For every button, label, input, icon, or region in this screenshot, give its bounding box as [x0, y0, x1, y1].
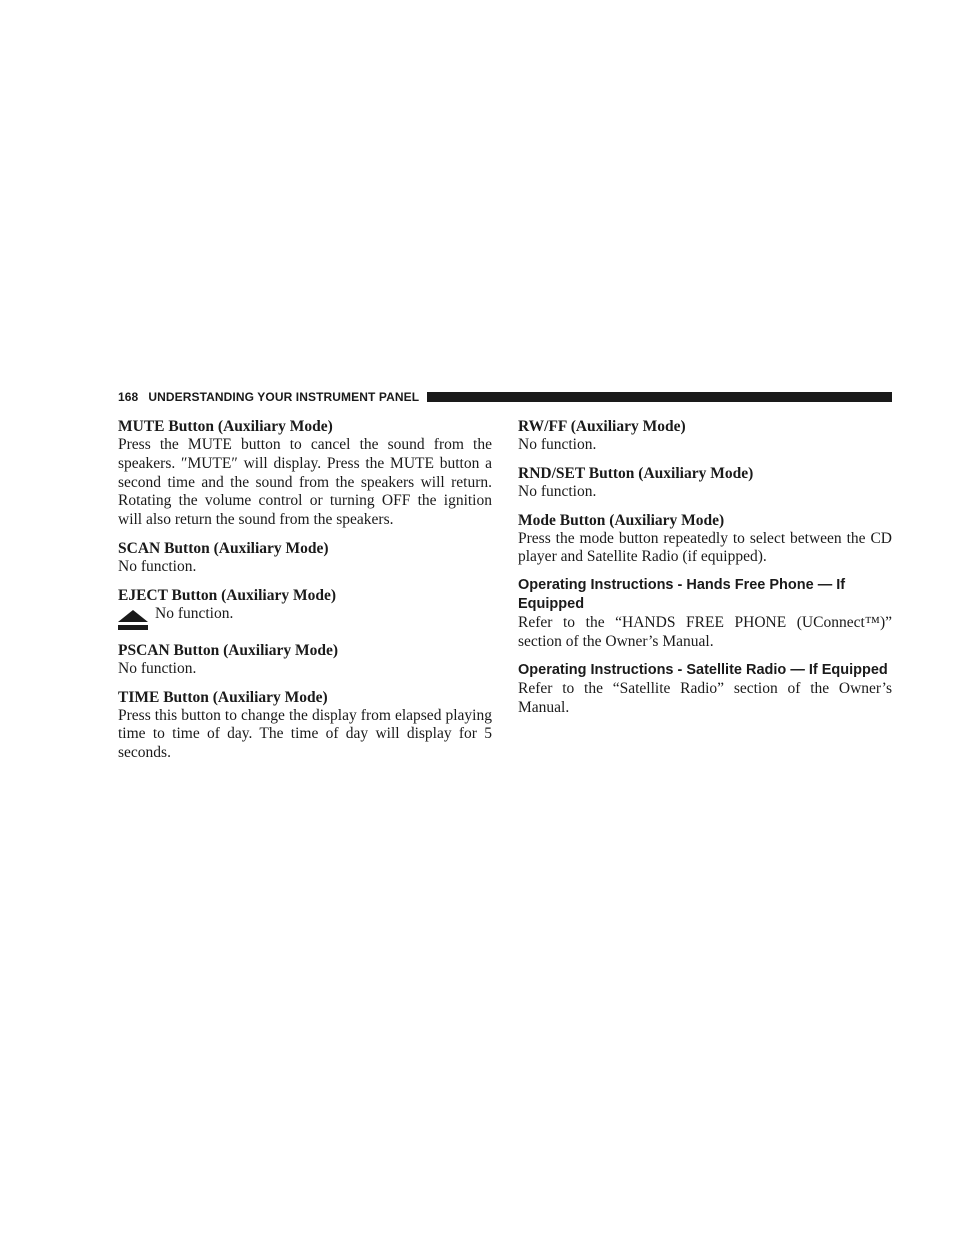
section-body: Refer to the “Satellite Radio” section of the Owner’s Manual. [518, 679, 892, 716]
eject-row [118, 605, 492, 632]
page-number: 168 [118, 390, 139, 404]
section-body: Press the mode button repeatedly to select between the CD player and Satellite Radio (if equipped). [518, 529, 892, 566]
eject-button-section [118, 586, 492, 632]
section-body: Refer to the “HANDS FREE PHONE (UConnect™)” section of the Owner’s Manual. [518, 614, 892, 650]
mute-button-section [118, 417, 492, 530]
section-body: No function. [518, 436, 597, 453]
section-heading: RND/SET Button (Auxiliary Mode) [518, 464, 754, 482]
section-heading: EJECT Button (Auxiliary Mode) [118, 586, 337, 604]
header-rule [427, 392, 892, 402]
section-heading: PSCAN Button (Auxiliary Mode) [118, 641, 339, 659]
left-column [118, 417, 492, 772]
section-heading: Mode Button (Auxiliary Mode) [518, 511, 725, 529]
section-body: No function. [518, 482, 597, 500]
section-heading: TIME Button (Auxiliary Mode) [118, 688, 328, 706]
section-heading: Operating Instructions - Hands Free Phone — If Equipped [518, 577, 846, 613]
section-heading: Operating Instructions - Satellite Radio — If Equipped [518, 661, 888, 678]
section-title: UNDERSTANDING YOUR INSTRUMENT PANEL [148, 390, 420, 404]
hands-free-phone-section [518, 576, 892, 652]
section-body: No function. [118, 557, 197, 575]
section-body: No function. [155, 604, 234, 622]
eject-icon [118, 610, 148, 632]
section-body: Press the MUTE button to cancel the sound from the speakers. ″MUTE″ will display. Press the MUTE button a second time and the sound from the speakers will return. Rotating the volume control or turning OFF the ignition will also return the sound from the speakers. [118, 436, 492, 529]
running-header [118, 389, 892, 405]
scan-button-section [118, 539, 492, 577]
mode-button-section [518, 511, 892, 568]
section-body: Press this button to change the display from elapsed playing time to time of day. The time of day will display for 5 seconds. [118, 706, 492, 762]
section-heading: RW/FF (Auxiliary Mode) [518, 418, 686, 435]
time-button-section [118, 688, 492, 763]
rw-ff-section [518, 417, 892, 455]
pscan-button-section [118, 641, 492, 679]
section-body: No function. [118, 659, 197, 677]
rnd-set-section [518, 464, 892, 502]
right-column [518, 417, 892, 726]
section-heading: SCAN Button (Auxiliary Mode) [118, 539, 329, 557]
satellite-radio-section [518, 661, 892, 718]
section-heading: MUTE Button (Auxiliary Mode) [118, 418, 333, 435]
